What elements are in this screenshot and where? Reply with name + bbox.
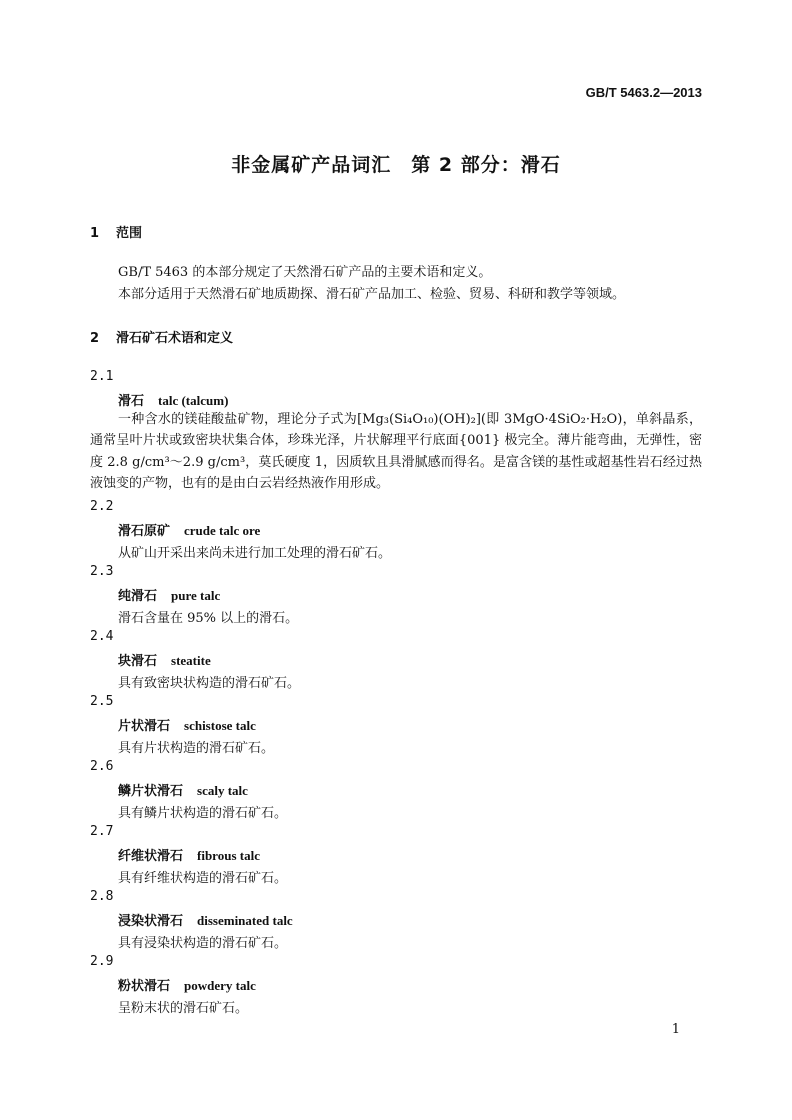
term-number: 2.7	[90, 824, 114, 839]
term-chinese: 滑石原矿	[118, 524, 171, 539]
term-definition: 一种含水的镁硅酸盐矿物，理论分子式为[Mg₃(Si₄O₁₀)(OH)₂](即 3MgO·4SiO₂·H₂O)，单斜晶系，通常呈叶片状或致密块状集合体，珍珠光泽，片状解理平行底面{001} 极完全。薄片能弯曲，无弹性，密度 2.8 g/cm³～2.9 g/cm³，莫氏硬度 1，因质软且具滑腻感而得名。是富含镁的基性或超基性岩石经过热液蚀变的产物，也有的是由白云岩经热液作用形成。	[90, 412, 702, 491]
term-english: fibrous talc	[197, 848, 260, 863]
section-number: 1	[90, 226, 100, 241]
term-definition: 呈粉末状的滑石矿石。	[118, 1001, 249, 1016]
term-definition: 具有纤维状构造的滑石矿石。	[118, 871, 288, 886]
standard-number: GB/T 5463.2—2013	[585, 85, 702, 100]
term-number: 2.8	[90, 889, 114, 904]
scope-paragraph-1: GB/T 5463 的本部分规定了天然滑石矿产品的主要术语和定义。	[118, 265, 492, 280]
term-chinese: 滑石	[118, 394, 145, 409]
term-definition: 具有浸染状构造的滑石矿石。	[118, 936, 288, 951]
term-chinese: 粉状滑石	[118, 979, 171, 994]
term-entry	[118, 390, 228, 409]
term-english: crude talc ore	[184, 523, 261, 538]
term-english: powdery talc	[184, 978, 256, 993]
term-number: 2.5	[90, 694, 114, 709]
term-definition: 从矿山开采出来尚未进行加工处理的滑石矿石。	[118, 546, 392, 561]
term-chinese: 块滑石	[118, 654, 158, 669]
term-number: 2.1	[90, 369, 114, 384]
term-entry	[118, 715, 256, 734]
term-number: 2.6	[90, 759, 114, 774]
term-english: disseminated talc	[197, 913, 293, 928]
section-title: 滑石矿石术语和定义	[116, 331, 234, 346]
term-chinese: 片状滑石	[118, 719, 171, 734]
term-chinese: 纯滑石	[118, 589, 158, 604]
term-entry	[118, 975, 256, 994]
term-english: scaly talc	[197, 783, 248, 798]
term-chinese: 鳞片状滑石	[118, 784, 184, 799]
term-chinese: 纤维状滑石	[118, 849, 184, 864]
term-entry	[118, 520, 260, 539]
section-number: 2	[90, 331, 100, 346]
term-english: steatite	[171, 653, 211, 668]
term-chinese: 浸染状滑石	[118, 914, 184, 929]
section-heading-terms	[90, 327, 233, 346]
term-entry	[118, 910, 293, 929]
term-number: 2.2	[90, 499, 114, 514]
section-heading-scope	[90, 222, 142, 241]
term-number: 2.3	[90, 564, 114, 579]
term-definition: 具有致密块状构造的滑石矿石。	[118, 676, 301, 691]
term-english: talc (talcum)	[158, 393, 229, 408]
term-number: 2.4	[90, 629, 114, 644]
term-english: pure talc	[171, 588, 221, 603]
section-title: 范围	[116, 226, 143, 241]
term-entry	[118, 845, 260, 864]
document-title: 非金属矿产品词汇 第 2 部分：滑石	[231, 154, 561, 176]
term-definition: 具有鳞片状构造的滑石矿石。	[118, 806, 288, 821]
term-entry	[118, 780, 248, 799]
term-entry	[118, 650, 211, 669]
term-english: schistose talc	[184, 718, 256, 733]
scope-paragraph-2: 本部分适用于天然滑石矿地质勘探、滑石矿产品加工、检验、贸易、科研和教学等领域。	[118, 287, 626, 302]
term-definition: 具有片状构造的滑石矿石。	[118, 741, 275, 756]
term-number: 2.9	[90, 954, 114, 969]
term-definition: 滑石含量在 95% 以上的滑石。	[118, 611, 299, 626]
page-number: 1	[671, 1022, 680, 1037]
term-entry	[118, 585, 220, 604]
